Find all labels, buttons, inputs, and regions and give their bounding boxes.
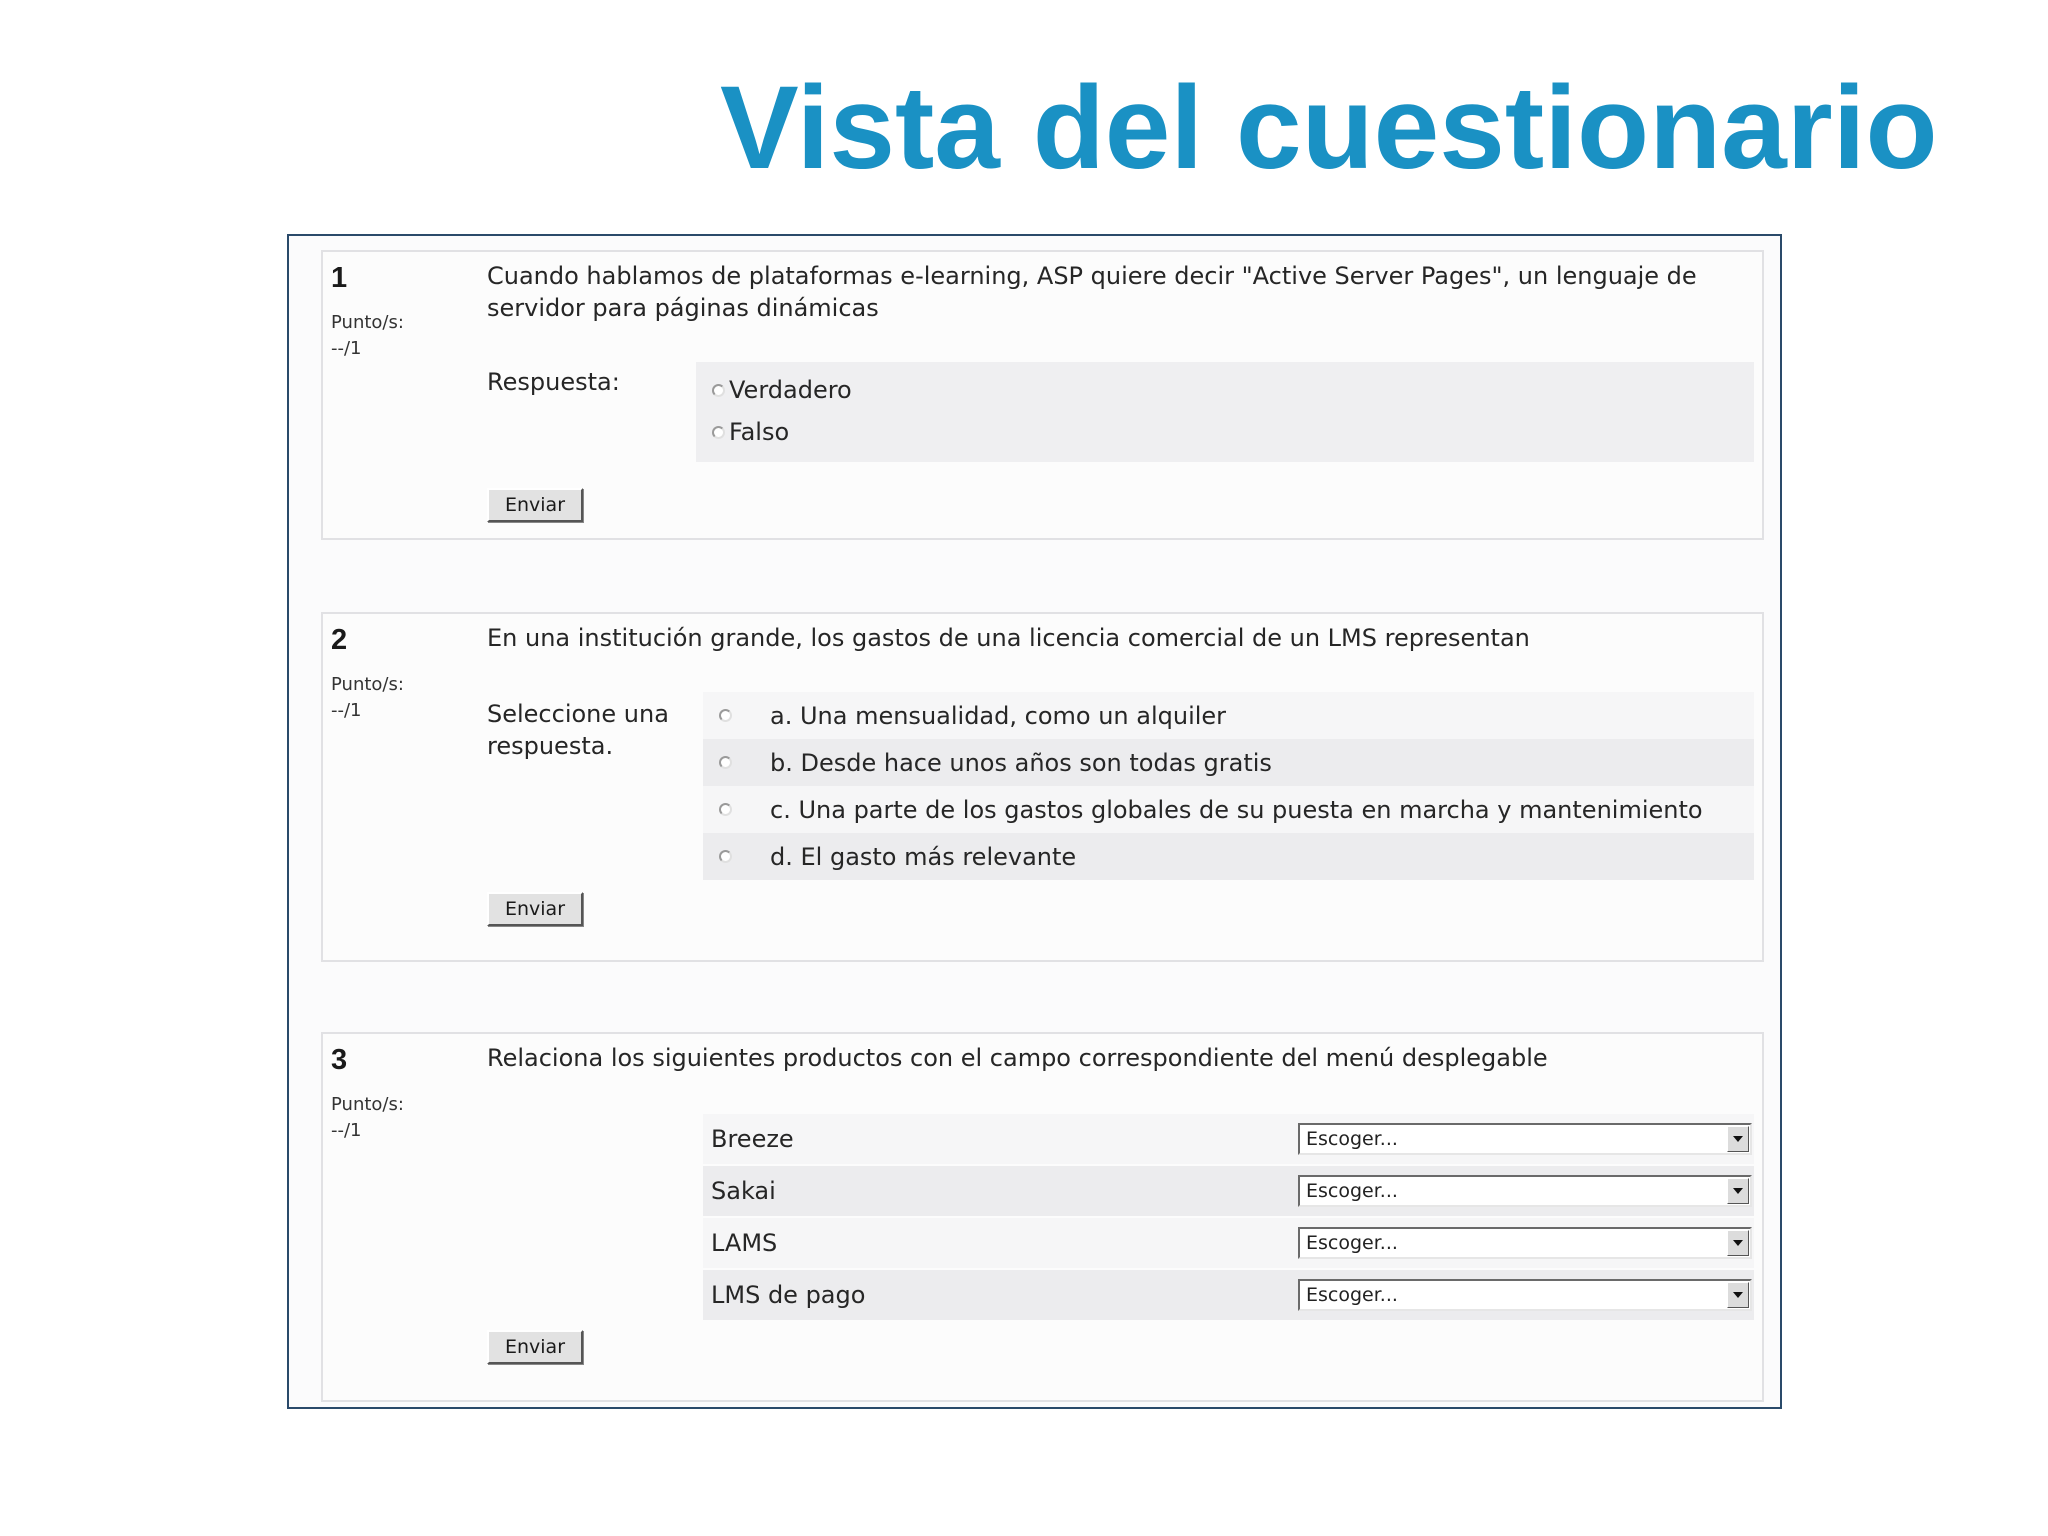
question-2 <box>321 612 1764 962</box>
radio-button-icon[interactable] <box>712 384 725 397</box>
question-number: 2 <box>331 624 348 656</box>
match-term: LAMS <box>711 1229 778 1257</box>
product-select[interactable] <box>1298 1123 1752 1155</box>
option-label: b. Desde hace unos años son todas gratis <box>770 748 1272 777</box>
option-true[interactable] <box>696 370 1754 410</box>
match-term: Sakai <box>711 1177 776 1205</box>
points-value: --/1 <box>331 700 362 721</box>
answer-options <box>703 692 1754 880</box>
match-row-lams <box>703 1218 1754 1268</box>
radio-button-icon[interactable] <box>719 709 732 722</box>
question-number: 3 <box>331 1044 348 1076</box>
question-text: Cuando hablamos de plataformas e-learning, ASP quiere decir "Active Server Pages", un lenguaje de servidor para páginas dinámicas <box>487 262 1697 322</box>
product-select[interactable] <box>1298 1279 1752 1311</box>
match-row-sakai <box>703 1166 1754 1216</box>
match-row-breeze <box>703 1114 1754 1164</box>
points-label: Punto/s: <box>331 1094 404 1115</box>
submit-button[interactable]: Enviar <box>487 892 583 926</box>
question-3 <box>321 1032 1764 1402</box>
match-table <box>703 1112 1754 1320</box>
points-value: --/1 <box>331 1120 362 1141</box>
question-1 <box>321 250 1764 540</box>
answer-label: Seleccione una respuesta. <box>487 700 669 760</box>
option-d[interactable] <box>703 833 1754 880</box>
match-term: Breeze <box>711 1125 794 1153</box>
option-label: c. Una parte de los gastos globales de su puesta en marcha y mantenimiento <box>770 795 1703 824</box>
option-b[interactable] <box>703 739 1754 786</box>
question-points <box>331 1092 404 1144</box>
option-label: Falso <box>729 418 790 446</box>
option-label: a. Una mensualidad, como un alquiler <box>770 701 1227 730</box>
question-number: 1 <box>331 262 348 294</box>
dropdown-arrow-icon[interactable] <box>1727 1126 1749 1152</box>
question-text: Relaciona los siguientes productos con el campo correspondiente del menú desplegable <box>487 1044 1548 1072</box>
points-label: Punto/s: <box>331 312 404 333</box>
product-select[interactable] <box>1298 1227 1752 1259</box>
option-false[interactable] <box>696 412 1754 452</box>
option-label: d. El gasto más relevante <box>770 842 1077 871</box>
slide-title: Vista del cuestionario <box>720 62 1938 194</box>
answer-label: Respuesta: <box>487 368 620 396</box>
submit-button[interactable]: Enviar <box>487 488 583 522</box>
option-a[interactable] <box>703 692 1754 739</box>
radio-button-icon[interactable] <box>719 803 732 816</box>
question-points <box>331 672 404 724</box>
submit-button[interactable]: Enviar <box>487 1330 583 1364</box>
select-value: Escoger... <box>1306 1180 1398 1202</box>
points-label: Punto/s: <box>331 674 404 695</box>
radio-button-icon[interactable] <box>719 756 732 769</box>
product-select[interactable] <box>1298 1175 1752 1207</box>
question-text: En una institución grande, los gastos de una licencia comercial de un LMS representan <box>487 624 1530 652</box>
points-value: --/1 <box>331 338 362 359</box>
option-label: Verdadero <box>729 376 852 404</box>
radio-button-icon[interactable] <box>712 426 725 439</box>
match-row-lms-de-pago <box>703 1270 1754 1320</box>
option-c[interactable] <box>703 786 1754 833</box>
match-term: LMS de pago <box>711 1281 866 1309</box>
dropdown-arrow-icon[interactable] <box>1727 1282 1749 1308</box>
select-value: Escoger... <box>1306 1128 1398 1150</box>
select-value: Escoger... <box>1306 1232 1398 1254</box>
dropdown-arrow-icon[interactable] <box>1727 1178 1749 1204</box>
quiz-screenshot <box>287 234 1782 1409</box>
select-value: Escoger... <box>1306 1284 1398 1306</box>
question-points <box>331 310 404 362</box>
answer-options <box>696 362 1754 462</box>
dropdown-arrow-icon[interactable] <box>1727 1230 1749 1256</box>
radio-button-icon[interactable] <box>719 850 732 863</box>
